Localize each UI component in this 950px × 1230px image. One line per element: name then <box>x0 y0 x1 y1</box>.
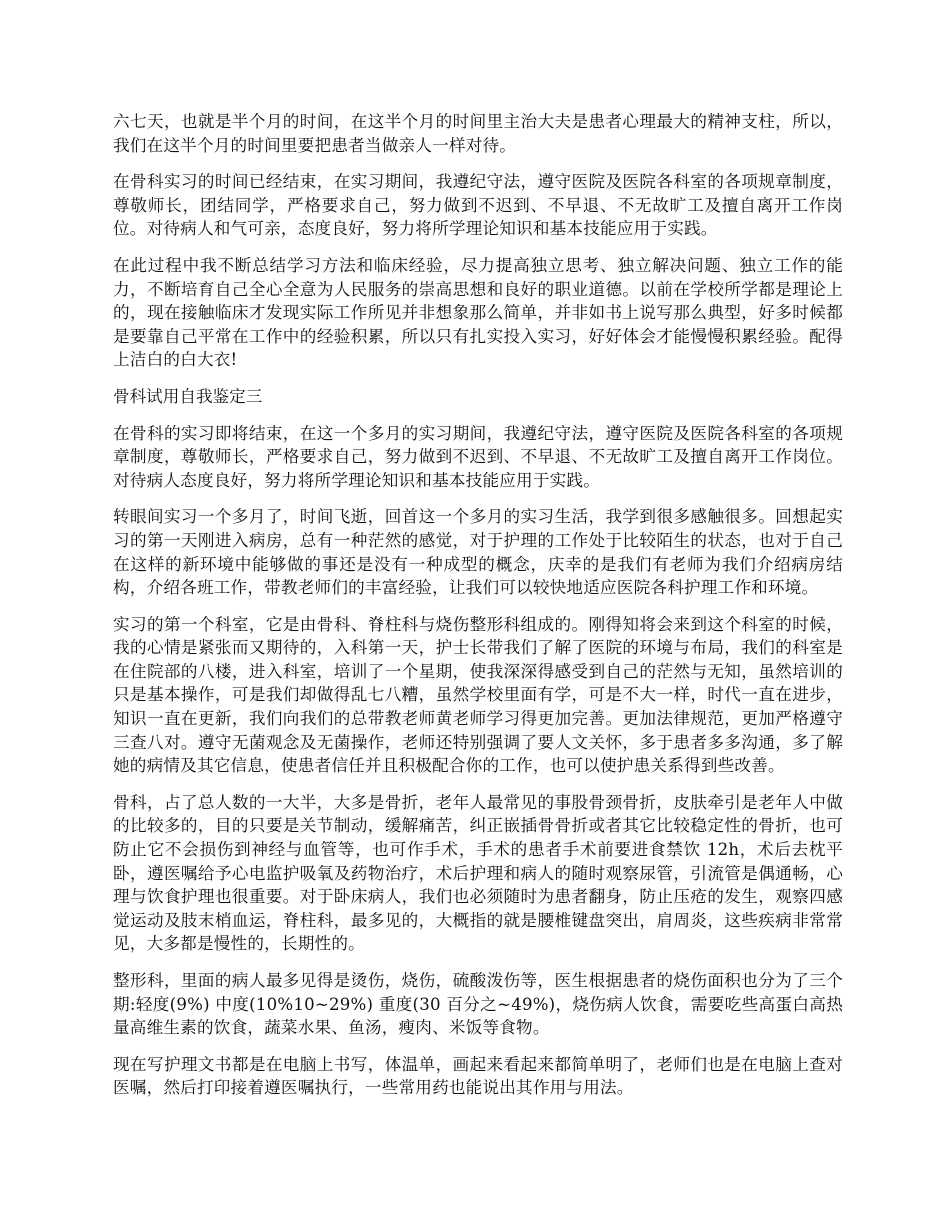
document-body <box>113 110 843 1113</box>
paragraph-5: 转眼间实习一个多月了，时间飞逝，回首这一个多月的实习生活，我学到很多感触很多。回想起实习的第一天刚进入病房，总有一种茫然的感觉，对于护理的工作处于比较陌生的状态，也对于自己在这样的新环境中能够做的事还是没有一种成型的概念，庆幸的是我们有老师为我们介绍病房结构，介绍各班工作，带教老师们的丰富经验，让我们可以较快地适应医院各科护理工作和环境。 <box>113 507 843 598</box>
paragraph-9: 现在写护理文书都是在电脑上书写，体温单，画起来看起来都简单明了，老师们也是在电脑上查对医嘱，然后打印接着遵医嘱执行，一些常用药也能说出其作用与用法。 <box>113 1054 843 1098</box>
paragraph-1: 六七天，也就是半个月的时间，在这半个月的时间里主治大夫是患者心理最大的精神支柱，所以，我们在这半个月的时间里要把患者当做亲人一样对待。 <box>113 112 843 155</box>
paragraph-3: 在此过程中我不断总结学习方法和临床经验，尽力提高独立思考、独立解决问题、独立工作的能力，不断培育自己全心全意为人民服务的崇高思想和良好的职业道德。以前在学校所学都是理论上的，现在接触临床才发现实际工作所见并非想象那么简单，并非如书上说写那么典型，好多时候都是要靠自己平常在工作中的经验积累，所以只有扎实投入实习，好好体会才能慢慢积累经验。配得上洁白的白大衣! <box>113 255 843 370</box>
paragraph-2: 在骨科实习的时间已经结束，在实习期间，我遵纪守法，遵守医院及医院各科室的各项规章制度，尊敬师长，团结同学，严格要求自己，努力做到不迟到、不早退、不无故旷工及擅自离开工作岗位。对待病人和气可亲，态度良好，努力将所学理论知识和基本技能应用于实践。 <box>113 172 843 239</box>
paragraph-4: 在骨科的实习即将结束，在这一个多月的实习期间，我遵纪守法，遵守医院及医院各科室的各项规章制度，尊敬师长，严格要求自己，努力做到不迟到、不早退、不无故旷工及擅自离开工作岗位。对待病人态度良好，努力将所学理论知识和基本技能应用于实践。 <box>113 423 843 490</box>
section-heading: 骨科试用自我鉴定三 <box>113 386 263 406</box>
paragraph-7: 骨科，占了总人数的一大半，大多是骨折，老年人最常见的事股骨颈骨折，皮肤牵引是老年人中做的比较多的，目的只要是关节制动，缓解痛苦，纠正嵌插骨骨折或者其它比较稳定性的骨折，也可防止它不会损伤到神经与血管等，也可作手术，手术的患者手术前要进食禁饮 12h，术后去枕平卧，遵医嘱给予心电监护吸氧及药物治疗，术后护理和病人的随时观察尿管，引流管是偶通畅，心理与饮食护理也很重要。对于卧床病人，我们也必须随时为患者翻身，防止压疮的发生，观察四感觉运动及肢末梢血运，脊柱科，最多见的，大概指的就是腰椎键盘突出，肩周炎，这些疾病非常常见，大多都是慢性的，长期性的。 <box>113 792 843 954</box>
paragraph-6: 实习的第一个科室，它是由骨科、脊柱科与烧伤整形科组成的。刚得知将会来到这个科室的时候，我的心情是紧张而又期待的，入科第一天，护士长带我们了解了医院的环境与布局，我们的科室是在住院部的八楼，进入科室，培训了一个星期，使我深深得感受到自己的茫然与无知，虽然培训的只是基本操作，可是我们却做得乱七八糟，虽然学校里面有学，可是不大一样，时代一直在进步，知识一直在更新，我们向我们的总带教老师黄老师学习得更加完善。更加法律规范，更加严格遵守三查八对。遵守无菌观念及无菌操作，老师还特别强调了要人文关怀，多于患者多多沟通，多了解她的病情及其它信息，使患者信任并且积极配合你的工作，也可以使护患关系得到些改善。 <box>113 614 843 776</box>
paragraph-8: 整形科，里面的病人最多见得是烫伤，烧伤，硫酸泼伤等，医生根据患者的烧伤面积也分为了三个期:轻度(9%) 中度(10%10~29%) 重度(30 百分之~49%)，烧伤病人饮食，需要吃些高蛋白高热量高维生素的饮食，蔬菜水果、鱼汤，瘦肉、米饭等食物。 <box>113 971 843 1038</box>
